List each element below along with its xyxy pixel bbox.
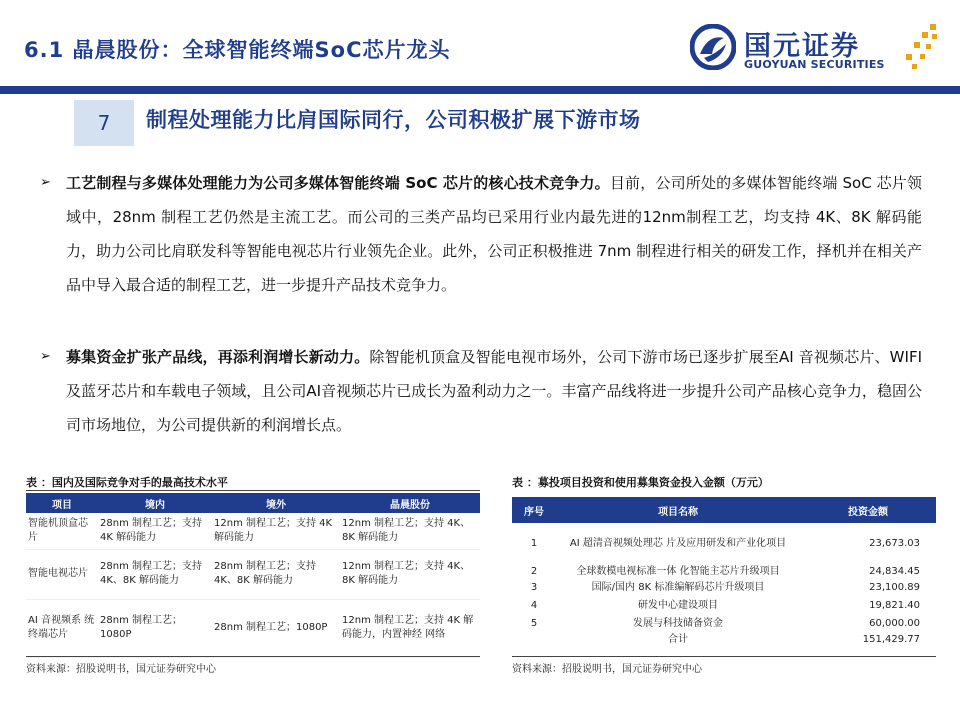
table-cell: 12nm 制程工艺；支持 4K、8K 解码能力	[340, 513, 480, 549]
table-row	[512, 595, 936, 615]
logo-dots-icon	[902, 22, 942, 72]
table-row	[26, 549, 480, 599]
table-cell: 全球数模电视标准一体 化智能主芯片升级项目	[576, 565, 780, 577]
table-cell	[512, 631, 556, 647]
table-row	[512, 563, 936, 579]
arrow-bullet-icon: ➢	[40, 349, 51, 364]
table-row-total	[512, 631, 936, 647]
fundraising-projects-table	[512, 497, 936, 647]
guoyuan-emblem-icon	[690, 24, 736, 70]
table-cell: AI 音视频系 统终端芯片	[26, 599, 98, 657]
table-right-caption: 表 ：募投项目投资和使用募集资金投入金额（万元）	[512, 476, 769, 489]
table-cell: 12nm 制程工艺；支持 4K 解码能力，内置神经 网络	[340, 599, 480, 657]
table-header-cell: 项目名称	[556, 497, 800, 523]
arrow-bullet-icon: ➢	[40, 175, 51, 190]
table-cell: 12nm 制程工艺；支持 4K、8K 解码能力	[340, 549, 480, 599]
paragraph-text	[66, 166, 922, 302]
table-header-cell: 境外	[212, 493, 340, 513]
table-cell: 智能电视芯片	[26, 549, 98, 599]
table-cell: 国际/国内 8K 标准编解码芯片升级项目	[591, 581, 765, 593]
paragraph-body: 除智能机顶盒及智能电视市场外，公司下游市场已逐步扩展至AI 音视频芯片、WIFI 及蓝牙芯片和车载电子领域，且公司AI音视频芯片已成长为盈利动力之一。丰富产品线将进一步提升公司产品核心竞争力，稳固公司市场地位，为公司提供新的利润增长点。	[66, 348, 922, 434]
table-cell: 发展与科技储备资金	[633, 617, 723, 629]
table-cell: 4	[530, 599, 538, 611]
table-cell: 151,429.77	[862, 633, 920, 645]
table-row	[512, 579, 936, 595]
table-row	[26, 599, 480, 657]
table-right-bottom-rule	[512, 656, 936, 657]
table-cell: AI 超清音视频处理芯 片及应用研发和产业化项目	[569, 537, 787, 549]
table-cell: 24,834.45	[869, 565, 920, 577]
table-cell: 智能机顶盒芯片	[26, 513, 98, 549]
table-left-top-rule	[26, 490, 480, 491]
logo-name-cn: 国元证券	[744, 31, 860, 62]
table-cell: 28nm 制程工艺；支持 4K 解码能力	[98, 513, 212, 549]
table-row	[512, 615, 936, 631]
table-header-cell: 晶晨股份	[340, 493, 480, 513]
table-left-caption: 表 ：国内及国际竞争对手的最高技术水平	[26, 476, 228, 489]
table-row	[512, 523, 936, 563]
table-header-cell: 境内	[98, 493, 212, 513]
table-cell: 12nm 制程工艺；支持 4K 解码能力	[212, 513, 340, 549]
table-cell: 28nm 制程工艺；支持 4K、8K 解码能力	[212, 549, 340, 599]
table-header-cell: 投资金额	[800, 497, 936, 523]
page-title: 6.1 晶晨股份：全球智能终端SoC芯片龙头	[24, 38, 451, 62]
table-cell: 2	[530, 565, 538, 577]
table-cell: 23,100.89	[869, 581, 920, 593]
table-header-row	[512, 497, 936, 523]
section-number: 7	[74, 100, 134, 146]
table-left-source: 资料来源：招股说明书，国元证券研究中心	[26, 664, 216, 675]
table-header-row	[26, 493, 480, 513]
paragraph-text	[66, 340, 922, 442]
table-cell: 60,000.00	[869, 617, 920, 629]
paragraph-lead: 募集资金扩张产品线，再添利润增长新动力。	[66, 348, 370, 366]
table-row	[26, 513, 480, 549]
table-cell: 研发中心建设项目	[638, 599, 718, 611]
table-cell: 23,673.03	[869, 537, 920, 549]
table-cell: 1	[530, 537, 538, 549]
company-logo	[690, 22, 940, 78]
table-cell: 28nm 制程工艺；1080P	[212, 599, 340, 657]
header-rule	[0, 86, 960, 94]
paragraph-lead: 工艺制程与多媒体处理能力为公司多媒体智能终端 SoC 芯片的核心技术竞争力。	[66, 174, 610, 192]
table-right-source: 资料来源：招股说明书，国元证券研究中心	[512, 664, 702, 675]
section-title: 制程处理能力比肩国际同行，公司积极扩展下游市场	[146, 108, 641, 132]
paragraph-fundraising	[40, 340, 922, 442]
table-header-cell: 序号	[512, 497, 556, 523]
table-cell: 28nm 制程工艺；支持 4K、8K 解码能力	[98, 549, 212, 599]
competitor-tech-table	[26, 493, 480, 658]
paragraph-body: 目前，公司所处的多媒体智能终端 SoC 芯片领域中，28nm 制程工艺仍然是主流工艺。而公司的三类产品均已采用行业内最先进的12nm制程工艺，均支持 4K、8K 解码能力，助力公司比肩联发科等智能电视芯片行业领先企业。此外，公司正积极推进 7nm 制程进行相关的研发工作，择机并在相关产品中导入最合适的制程工艺，进一步提升产品技术竞争力。	[66, 174, 922, 294]
table-cell: 5	[530, 617, 538, 629]
table-cell: 合计	[668, 633, 688, 645]
table-left-bottom-rule	[26, 656, 480, 657]
table-cell: 19,821.40	[869, 599, 920, 611]
table-cell: 28nm 制程工艺；1080P	[98, 599, 212, 657]
table-cell: 3	[530, 581, 538, 593]
table-header-cell: 项目	[26, 493, 98, 513]
paragraph-process-tech	[40, 166, 922, 302]
logo-name-en: GUOYUAN SECURITIES	[744, 58, 885, 71]
